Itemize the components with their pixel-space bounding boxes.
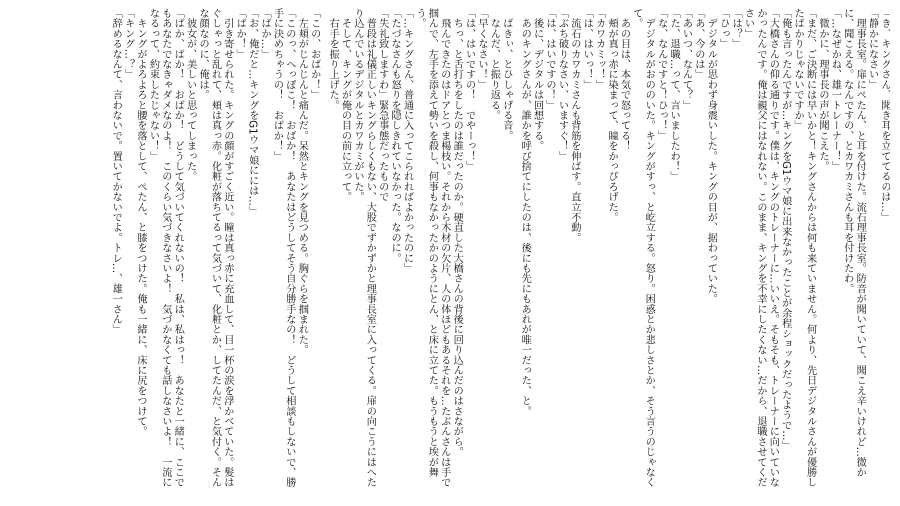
text-line: 「あいつ、なんて？」 <box>680 8 692 110</box>
text-line: 「辞めるなんて、言わないで。置いてかないでよ。トレ…、雄一さん」 <box>110 8 122 335</box>
text-line: 「は、はいっ！」 <box>581 8 593 90</box>
text-line: 後に、デジタルは回想する。 <box>531 8 543 151</box>
text-line: 「カワカミッ！」 <box>593 8 605 90</box>
text-line: ちっ、と舌打ちをしたのは誰だったのか。硬直した大橋さんの背後に回り込んだのはさながら。 <box>451 8 463 457</box>
text-line: 理事長室。扉にぺたん、と耳を付けた。流石理事長室。防音が聞いていて、聞こえ辛いけれど…微かに、聞こえる。なんですの、とカワカミさんも耳を付けたわ。 <box>841 8 866 478</box>
text-line: 「ぶち破りなさい、いますぐ！」 <box>556 8 568 161</box>
text-line: 「は、はいですの！」 <box>544 8 556 110</box>
text-line: 「たづなさんも怒りを隠しきれていなかった。なのに。 <box>389 8 401 263</box>
text-line: 「失礼致しますわ」緊急事態だったもので <box>376 8 388 202</box>
text-line: 「な、なんですと！ひっ！」 <box>655 8 667 141</box>
text-line: 流石のカワカミさんも背筋を伸ばす。直立不動。 <box>568 8 580 243</box>
text-line: 「…キングさん、普通に入ってこられればよかったのに」 <box>401 8 413 274</box>
text-line: 「…なぜかね、雄一トレーナー！」 <box>829 8 841 172</box>
text-line: 「俺も言ったんですが…キングをG1ウマ娘に出来なかったことが余程ショックだったようで…」 <box>779 8 791 451</box>
text-line: 「ばか…」 <box>259 8 271 59</box>
text-line: 「静かになさい」 <box>866 8 878 90</box>
text-line: 「お、俺だと…キングをG1ウマ娘にには…」 <box>246 8 258 217</box>
text-line: 「キング…？」 <box>122 8 134 80</box>
vertical-text-block <box>10 8 890 496</box>
text-line: 普段は礼儀正しいキングらしくもない、大股でずかずかと理事長室に入ってくる。扉の向こうにはへたり込んでいるデジタルとカワカミがいた。 <box>351 8 376 488</box>
text-line: 左頬がじんじんと痛んだ。呆然とキングを見つめる。胸ぐらを掴まれた。 <box>296 8 308 355</box>
text-line: 「あ、今のは」 <box>692 8 704 80</box>
text-line: キングがよろよろと腰を落として、ぺたん、と膝をつけた。俺も一緒に、床に尻をつけて。 <box>135 8 147 437</box>
text-line: 頬が真っ赤に染まって、瞳をかっぴろげた。 <box>606 8 618 223</box>
text-line: 「は？」 <box>730 8 742 49</box>
text-line: なんだ、と振り返る。 <box>488 8 500 121</box>
text-line: デジタルがおののいた。キングがすっ、と屹立する。怒り。困惑とか悲しさとか、そう言うのじゃなくて。 <box>630 8 655 488</box>
text-line: 右手を振り上げた。 <box>327 8 339 110</box>
text-line: 飛んできたのはドアとつま楊枝い。それから木材の欠片、人の体ほどもあるそれを…たぶんさんは手で掴んで、左手を添えて勢いを殺し、何事もなかったかのようにとん、と床に立てた。もうもうと埃が舞う。 <box>413 8 450 488</box>
text-line: そして、キングが俺の目の前に立って。 <box>339 8 351 202</box>
text-line: あの目は、本気で怒ってる！ <box>618 8 630 151</box>
text-line: 彼女が、美しいと思ってしまった。 <box>184 8 196 182</box>
text-line: ばきぃ、とひしゃげる音。 <box>500 8 512 141</box>
text-line: あのキングさんが、誰かを呼び捨てにしたのは、後にも先にもあれが唯一だった、と。 <box>519 8 531 416</box>
text-line: 「この、おばか！」 <box>308 8 320 100</box>
text-line: 「大橋さんの仰る通りです。僕は、キングのトレーナーに…いいえ。そもそも、トレーナーに向いていなかったんです。俺は親父にはなれない。このまま、キングを不幸にしたくない…だから、退職させてください」 <box>742 8 779 488</box>
text-line: 引き寄せられた。キングの顔がすごく近い。瞳は真っ赤に充血して、目一杯の涙を浮かべていた。髪はぐしゃっと乱れて、頬は真っ赤。化粧が落ちてるって気づいて、化粧とか、してたんだ、と気付く。そんな顔なのに、俺は。 <box>197 8 233 488</box>
text-line: 「早くなさい！」 <box>476 8 487 90</box>
text-line: 微かに、理事長の声が聞こえた。 <box>816 8 828 172</box>
text-line: 「た、退職…って、言いましたわ！」 <box>668 8 680 182</box>
text-line: 「ばか！」 <box>234 8 246 59</box>
text-line: 「き、キングさん、聞き耳を立ててるのは…」 <box>879 8 890 223</box>
text-line: デジタルが思わず身震いした。キングの目が、据わっていた。 <box>705 8 717 304</box>
text-line: 「まだ、ご決断には早いかと！キングさんからは何も来ていません。何より、先日デジタルさんが優勝したばかりじゃないですか」 <box>792 8 816 488</box>
text-line: 「このっ、へっぽこ！ おばか！ あなたはどうしてそう自分勝手なの！ どうして相談もしないで、勝手に決めちゃうの！ おばか！」 <box>271 8 295 488</box>
text-line: 「ばか、ばか！ おばか！ どうして気づいてくれないの！ 私は、私はっ！ あなたと一緒に、ここでもあなたでなきゃダメなのよ！ このくらい気づきなさいよ！ 気づかなくても話しなさいよ！ 一流になるって、約束したじゃない！」 <box>147 8 184 488</box>
text-line: 「は、はいですの！ でやーっ！」 <box>463 8 475 172</box>
text-line: 「ひっ」 <box>717 8 729 49</box>
